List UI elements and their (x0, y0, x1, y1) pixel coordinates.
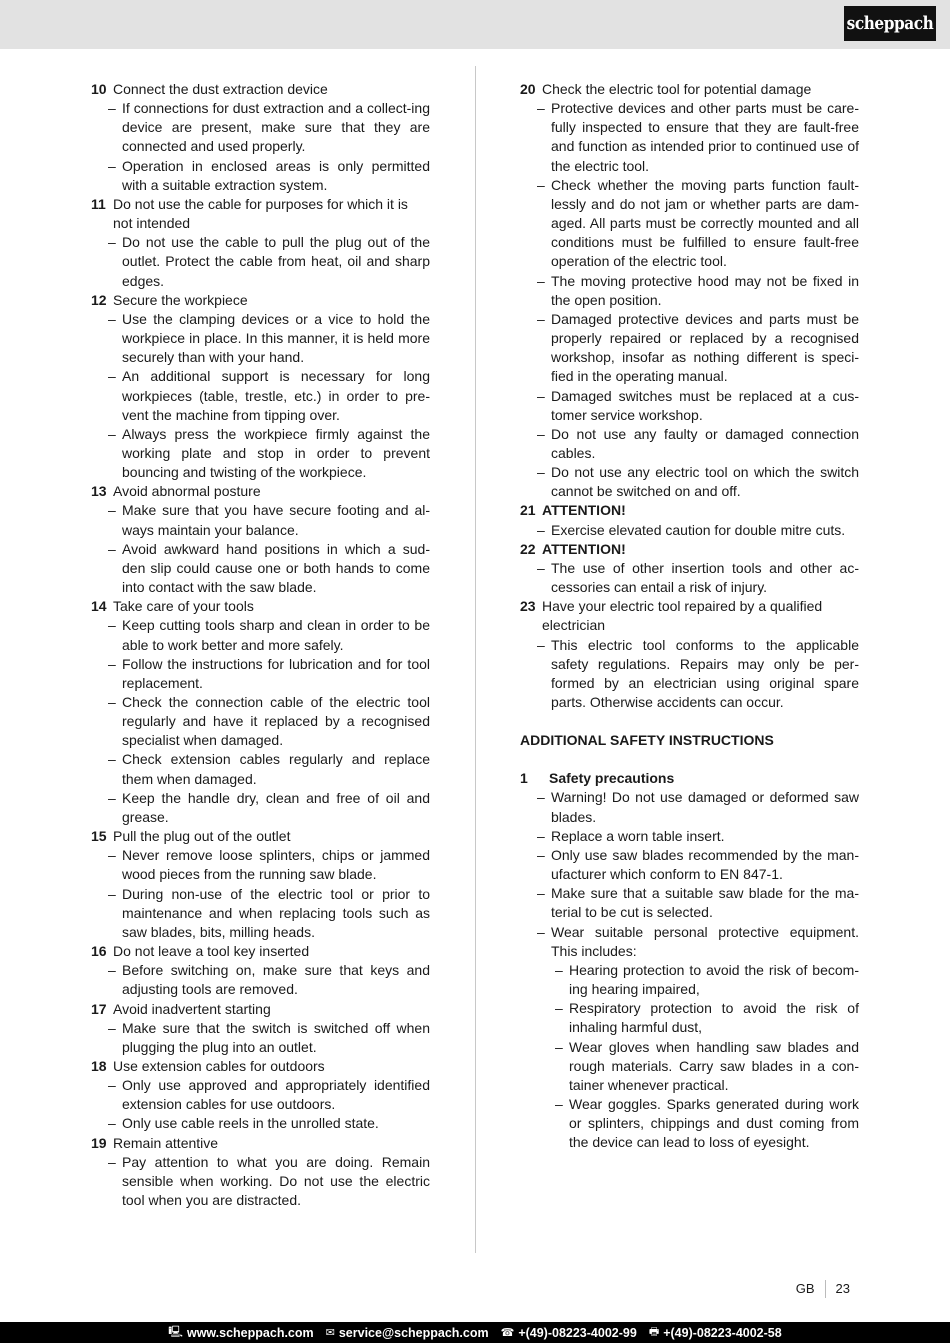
fax-icon: 🖶 (648, 1326, 660, 1338)
phone-icon: ☎ (500, 1327, 515, 1339)
section-number: 16 (91, 943, 107, 960)
dash-marker: – (108, 157, 116, 174)
sub-bullet-text: Wear goggles. Sparks generated during work or splinters, chippings and dust coming from the device can lead to loss of eyesight. (569, 1095, 859, 1151)
bullet-item (520, 827, 859, 846)
dash-marker: – (108, 368, 116, 385)
bullet-text: Follow the instructions for lubrication and for tool replacement. (122, 655, 430, 691)
section-title: ATTENTION! (542, 502, 626, 519)
bullet-item (91, 693, 430, 750)
section-title: Connect the dust extraction device (113, 81, 328, 97)
dash-marker: – (108, 234, 116, 251)
bullet-item (91, 157, 430, 195)
section-heading (520, 80, 859, 99)
language-code: GB (796, 1280, 826, 1298)
section-heading (520, 597, 859, 635)
phone-contact (501, 1326, 637, 1340)
bullet-text: Replace a worn table insert. (551, 827, 725, 844)
section-number: 17 (91, 1000, 107, 1017)
sub-bullet-item (520, 961, 859, 999)
bullet-item (520, 521, 859, 540)
bullet-item (91, 885, 430, 942)
bullet-text: Do not use any electric tool on which the switch cannot be switched on and off. (551, 464, 859, 500)
section-title: Check the electric tool for potential damage (542, 81, 812, 97)
bullet-item (91, 1153, 430, 1210)
section-number: 13 (91, 483, 107, 500)
bullet-text: Do not use any faulty or damaged connection cables. (551, 425, 859, 461)
bullet-text: Only use cable reels in the unrolled state. (122, 1115, 379, 1132)
dash-marker: – (108, 694, 116, 710)
bullet-item (520, 559, 859, 597)
bullet-text: Wear suitable personal protective equipment. This includes: (551, 923, 859, 959)
computer-icon: 🖳 (168, 1326, 183, 1338)
bullet-text: An additional support is necessary for long workpieces (table, trestle, etc.) in order to pre-vent the machine from tipping over. (122, 368, 430, 423)
dash-marker: – (555, 1000, 563, 1017)
bullet-item (520, 272, 859, 310)
bullet-item (91, 310, 430, 367)
dash-marker: – (108, 1153, 116, 1170)
dash-marker: – (537, 100, 545, 117)
bullet-item (91, 750, 430, 788)
email-text: service@scheppach.com (338, 1325, 489, 1340)
sub-bullet-item (520, 1038, 859, 1095)
dash-marker: – (108, 1115, 116, 1132)
bullet-item (91, 655, 430, 693)
dash-marker: – (537, 559, 545, 576)
bullet-text: Damaged protective devices and parts must be properly repaired or replaced by a recognised workshop, insofar as nothing different is speci-fied in the operating manual. (551, 310, 859, 385)
section-title: ATTENTION! (542, 540, 626, 557)
section-number: 11 (91, 195, 106, 212)
bullet-item (91, 540, 430, 597)
section-title: Do not leave a tool key inserted (113, 943, 310, 960)
dash-marker: – (537, 387, 545, 404)
dash-marker: – (537, 846, 545, 863)
bullet-item (91, 1114, 430, 1133)
section-heading (91, 80, 430, 99)
bullet-item (91, 233, 430, 290)
section-heading (520, 501, 859, 520)
section-number: 18 (91, 1057, 107, 1074)
dash-marker: – (537, 176, 545, 193)
bullet-item (520, 310, 859, 387)
section-number: 20 (520, 81, 536, 97)
section-title: Secure the workpiece (113, 291, 248, 308)
right-column (520, 80, 859, 1152)
email-contact[interactable] (326, 1326, 489, 1340)
bullet-text: Keep the handle dry, clean and free of oil and grease. (122, 789, 430, 825)
bullet-text: Never remove loose splinters, chips or jammed wood pieces from the running saw blade. (122, 847, 430, 883)
bullet-text: During non-use of the electric tool or prior to maintenance and when replacing tools such as saw blades, bits, milling heads. (122, 885, 430, 940)
section-title: Avoid abnormal posture (113, 483, 261, 500)
spacer (520, 750, 859, 769)
bullet-text: Exercise elevated caution for double mitre cuts. (551, 521, 846, 538)
bullet-text: The use of other insertion tools and other ac-cessories can entail a risk of injury. (551, 559, 859, 596)
mail-icon: ✉ (325, 1327, 335, 1339)
bullet-item (520, 176, 859, 272)
bullet-text: Avoid awkward hand positions in which a sud-den slip could cause one or both hands to come into contact with the saw blade. (122, 540, 430, 596)
dash-marker: – (108, 962, 116, 979)
website-contact[interactable] (168, 1323, 313, 1342)
dash-marker: – (108, 1019, 116, 1036)
bullet-item (520, 425, 859, 463)
bullet-item (520, 387, 859, 425)
section-heading (520, 769, 859, 788)
bullet-text: Only use saw blades recommended by the man-ufacturer which conform to EN 847-1. (551, 846, 859, 883)
logo-text: scheppach (846, 13, 934, 34)
dash-marker: – (108, 617, 116, 634)
section-number: 22 (520, 540, 536, 557)
bullet-item (91, 425, 430, 482)
dash-marker: – (108, 425, 116, 442)
bullet-text: This electric tool conforms to the applicable safety regulations. Repairs may only be per-formed by an electrician using original spare parts. Otherwise accidents can occur. (551, 636, 859, 710)
bullet-text: Always press the workpiece firmly against the working plate and stop in order to prevent bouncing and twisting of the workpiece. (122, 425, 430, 481)
dash-marker: – (108, 655, 116, 672)
bullet-text: Protective devices and other parts must be care-fully inspected to ensure that they are fault-free and function as intended prior to continued use of the electric tool. (551, 100, 859, 174)
bullet-text: Make sure that you have secure footing and al-ways maintain your balance. (122, 502, 430, 538)
sub-bullet-item (520, 1095, 859, 1152)
section-heading (91, 482, 430, 501)
section-heading (91, 1134, 430, 1153)
additional-title: ADDITIONAL SAFETY INSTRUCTIONS (520, 732, 774, 749)
bullet-text: Make sure that a suitable saw blade for the ma-terial to be cut is selected. (551, 885, 859, 921)
dash-marker: – (537, 310, 545, 327)
section-title: Take care of your tools (113, 598, 254, 615)
website-text: www.scheppach.com (186, 1325, 314, 1340)
dash-marker: – (555, 1038, 563, 1055)
column-divider (475, 66, 476, 1253)
sub-bullet-text: Wear gloves when handling saw blades and rough materials. Carry saw blades in a con-tainer whenever practical. (569, 1038, 859, 1093)
bullet-item (91, 501, 430, 539)
bullet-item (520, 846, 859, 884)
bullet-text: Pay attention to what you are doing. Remain sensible when working. Do not use the electric tool when you are distracted. (122, 1153, 430, 1209)
section-number: 10 (91, 81, 107, 97)
bullet-text: Operation in enclosed areas is only permitted with a suitable extraction system. (122, 157, 430, 193)
bullet-text: Check whether the moving parts function fault-lessly and do not jam or whether parts are dam-aged. All parts must be correctly mounted and all conditions must be fulfilled to ensure fault-free operation of the electric tool. (551, 176, 859, 270)
sub-bullet-text: Hearing protection to avoid the risk of becom-ing hearing impaired, (569, 961, 859, 998)
dash-marker: – (108, 751, 116, 768)
dash-marker: – (108, 540, 116, 557)
page-number: 23 (835, 1281, 850, 1296)
sub-bullet-text: Respiratory protection to avoid the risk of inhaling harmful dust, (569, 1000, 859, 1036)
bullet-text: Damaged switches must be replaced at a cus-tomer service workshop. (551, 387, 859, 423)
spacer (520, 712, 859, 731)
bullet-text: Warning! Do not use damaged or deformed saw blades. (551, 789, 859, 825)
bullet-item (91, 1076, 430, 1114)
page-footer (796, 1280, 850, 1298)
section-heading (91, 827, 430, 846)
bullet-item (520, 99, 859, 176)
sub-bullet-item (520, 999, 859, 1037)
dash-marker: – (537, 789, 545, 806)
section-title: Have your electric tool repaired by a qualified electrician (542, 598, 823, 634)
dash-marker: – (108, 885, 116, 902)
section-heading (520, 540, 859, 559)
bullet-item (91, 846, 430, 884)
dash-marker: – (537, 923, 545, 940)
bullet-item (520, 923, 859, 961)
dash-marker: – (108, 100, 116, 117)
bullet-item (520, 636, 859, 713)
section-heading (91, 597, 430, 616)
bullet-text: Only use approved and appropriately identified extension cables for use outdoors. (122, 1077, 430, 1113)
section-title: Remain attentive (113, 1134, 219, 1151)
section-title: Safety precautions (549, 770, 675, 787)
bullet-text: Make sure that the switch is switched off when plugging the plug into an outlet. (122, 1019, 430, 1055)
bullet-text: Check extension cables regularly and replace them when damaged. (122, 751, 430, 787)
section-number: 12 (91, 291, 107, 308)
section-heading (91, 291, 430, 310)
section-number: 19 (91, 1134, 107, 1151)
section-number: 14 (91, 598, 107, 615)
bullet-item (91, 789, 430, 827)
dash-marker: – (537, 885, 545, 902)
section-title: Pull the plug out of the outlet (113, 828, 291, 845)
dash-marker: – (537, 827, 545, 844)
bullet-text: Before switching on, make sure that keys and adjusting tools are removed. (122, 962, 430, 998)
section-heading (91, 1000, 430, 1019)
section-heading (91, 942, 430, 961)
dash-marker: – (537, 272, 545, 289)
section-number: 23 (520, 598, 536, 615)
bullet-text: Use the clamping devices or a vice to hold the workpiece in place. In this manner, it is held more securely than with your hand. (122, 310, 430, 366)
bullet-item (91, 1019, 430, 1057)
contact-bar (0, 1322, 950, 1343)
bullet-item (520, 463, 859, 501)
dash-marker: – (537, 636, 545, 653)
dash-marker: – (537, 464, 545, 481)
dash-marker: – (537, 521, 545, 538)
bullet-text: Keep cutting tools sharp and clean in order to be able to work better and more safely. (122, 617, 430, 653)
bullet-item (91, 961, 430, 999)
dash-marker: – (108, 1077, 116, 1094)
bullet-item (520, 788, 859, 826)
bullet-item (91, 616, 430, 654)
dash-marker: – (555, 1095, 563, 1112)
phone-text: +(49)-08223-4002-99 (518, 1325, 637, 1340)
section-number: 15 (91, 828, 107, 845)
dash-marker: – (108, 789, 116, 806)
bullet-text: Check the connection cable of the electric tool regularly and have it replaced by a recognised specialist when damaged. (122, 694, 430, 749)
bullet-item (520, 884, 859, 922)
bullet-text: If connections for dust extraction and a collect-ing device are present, make sure that they are connected and used properly. (122, 100, 430, 155)
bullet-text: The moving protective hood may not be fixed in the open position. (551, 272, 859, 308)
section-heading (91, 195, 430, 233)
section-number: 1 (520, 770, 528, 787)
bullet-item (91, 99, 430, 156)
fax-contact (649, 1323, 782, 1342)
dash-marker: – (108, 847, 116, 864)
section-title: Do not use the cable for purposes for which it is not intended (113, 195, 408, 232)
dash-marker: – (108, 310, 116, 327)
dash-marker: – (537, 425, 545, 442)
header-bar (0, 0, 950, 49)
dash-marker: – (108, 502, 116, 519)
left-column (91, 80, 430, 1210)
fax-text: +(49)-08223-4002-58 (663, 1325, 782, 1340)
dash-marker: – (555, 961, 563, 978)
section-title: Avoid inadvertent starting (113, 1000, 271, 1017)
scheppach-logo (844, 6, 936, 41)
section-title: Use extension cables for outdoors (113, 1057, 325, 1074)
bullet-item (91, 367, 430, 424)
section-heading (91, 1057, 430, 1076)
section-number: 21 (520, 502, 536, 519)
bullet-text: Do not use the cable to pull the plug out of the outlet. Protect the cable from heat, oil and sharp edges. (122, 234, 430, 289)
